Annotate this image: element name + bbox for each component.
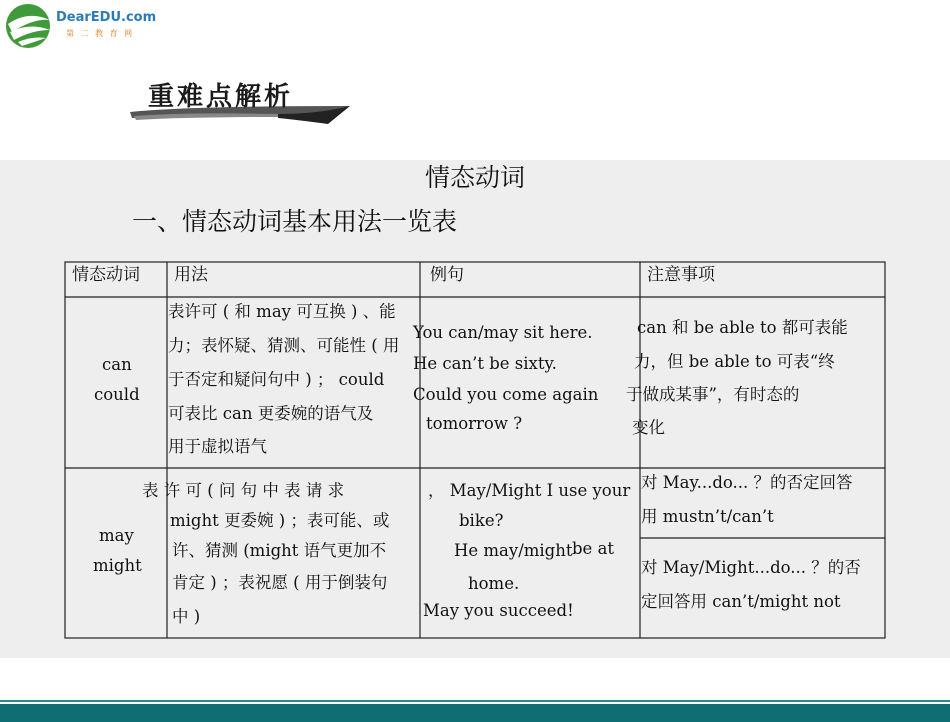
usage-line: might 更委婉 ) ；表可能、或 bbox=[170, 511, 390, 530]
header-modal-verb: 情态动词 bbox=[72, 265, 140, 285]
page-subtitle: 一、情态动词基本用法一览表 bbox=[132, 207, 458, 236]
example-line: bike? bbox=[459, 511, 504, 530]
example-line: ， May/Might I use your bbox=[428, 481, 631, 500]
usage-line: 中 ) bbox=[172, 607, 201, 626]
logo-tagline: 第 二 教 育 网 bbox=[66, 29, 135, 38]
usage-line: 表 许 可 ( 问 句 中 表 请 求 bbox=[142, 481, 345, 500]
verb-can: can bbox=[102, 355, 132, 374]
usage-line: 用于虚拟语气 bbox=[168, 437, 267, 456]
page-title: 情态动词 bbox=[424, 163, 525, 192]
verb-might: might bbox=[93, 556, 142, 575]
header-examples: 例句 bbox=[430, 265, 464, 285]
note-line: 变化 bbox=[632, 418, 665, 437]
example-line: tomorrow ? bbox=[426, 414, 523, 433]
note-line: 于做成某事”，有时态的 bbox=[626, 385, 800, 404]
usage-line: 肯定 ) ；表祝愿 ( 用于倒装句 bbox=[172, 573, 388, 592]
note-line: 用 mustn’t/can’t bbox=[641, 507, 774, 526]
usage-line: 许、猜测 (might 语气更加不 bbox=[172, 541, 387, 560]
verb-may: may bbox=[99, 526, 134, 545]
usage-line: 表许可 ( 和 may 可互换 ) 、能 bbox=[168, 302, 396, 321]
note-line: 定回答用 can’t/might not bbox=[641, 592, 841, 611]
verb-could: could bbox=[94, 385, 140, 404]
section-heading: 重难点解析 bbox=[148, 82, 294, 112]
usage-line: 力；表怀疑、猜测、可能性 ( 用 bbox=[168, 336, 400, 355]
example-line: He may/might bbox=[454, 541, 573, 560]
usage-line: 可表比 can 更委婉的语气及 bbox=[168, 404, 374, 423]
example-line: May you succeed! bbox=[423, 601, 574, 620]
example-line: He can’t be sixty. bbox=[413, 354, 557, 373]
note-line: 力，但 be able to 可表“终 bbox=[634, 352, 835, 371]
note-line: 对 May...do... ？的否定回答 bbox=[641, 473, 853, 492]
note-line: 对 May/Might...do... ？的否 bbox=[641, 558, 861, 577]
example-line: home. bbox=[468, 574, 520, 593]
example-line: be at bbox=[572, 539, 615, 558]
header-notes: 注意事项 bbox=[647, 265, 715, 285]
header-usage: 用法 bbox=[174, 265, 208, 285]
usage-line: 于否定和疑问句中 ) ； could bbox=[168, 370, 385, 389]
example-line: Could you come again bbox=[413, 385, 599, 404]
example-line: You can/may sit here. bbox=[413, 323, 593, 342]
logo-name: DearEDU.com bbox=[56, 10, 157, 25]
note-line: can 和 be able to 都可表能 bbox=[637, 318, 848, 337]
